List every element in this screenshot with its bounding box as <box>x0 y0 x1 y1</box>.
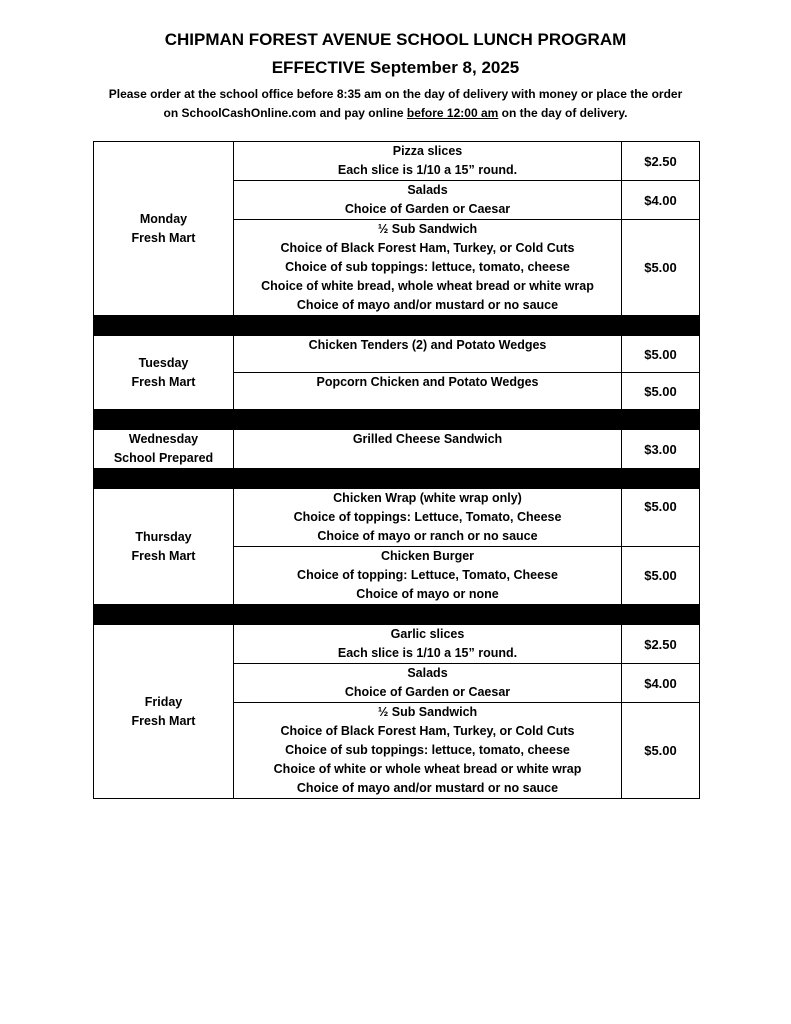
price-cell: $5.00 <box>622 336 700 373</box>
instructions-line-2a: on SchoolCashOnline.com and pay online <box>163 106 407 120</box>
price-cell: $2.50 <box>622 625 700 664</box>
item-line: Choice of mayo or ranch or no sauce <box>317 529 538 543</box>
item-line: ½ Sub Sandwich <box>377 222 478 236</box>
effective-date: EFFECTIVE September 8, 2025 <box>271 58 520 77</box>
item-line: Choice of Black Forest Ham, Turkey, or Cold Cuts <box>280 724 575 738</box>
table-row <box>94 430 700 469</box>
item-line: Garlic slices <box>390 627 465 641</box>
table-row <box>94 142 700 181</box>
page-title: CHIPMAN FOREST AVENUE SCHOOL LUNCH PROGRAM <box>164 30 627 49</box>
menu-item <box>234 664 622 703</box>
item-line: Popcorn Chicken and Potato Wedges <box>316 375 539 389</box>
item-line: Choice of topping: Lettuce, Tomato, Cheese <box>297 568 558 582</box>
menu-item <box>234 547 622 605</box>
day-name: Wednesday <box>128 432 199 446</box>
vendor-name: Fresh Mart <box>131 374 196 389</box>
table-row <box>94 625 700 664</box>
day-name: Tuesday <box>138 355 189 370</box>
menu-item <box>234 430 622 469</box>
menu-item <box>234 336 622 373</box>
item-line: Chicken Tenders (2) and Potato Wedges <box>308 338 547 352</box>
table-row <box>94 336 700 373</box>
price-cell: $5.00 <box>622 373 700 410</box>
item-line: Chicken Burger <box>380 549 475 563</box>
deadline-underlined: before 12:00 am <box>406 106 499 120</box>
vendor-name: School Prepared <box>113 451 214 465</box>
instructions-line-1: Please order at the school office before 8:35 am on the day of delivery with money or place the order <box>108 87 683 101</box>
price-cell: $5.00 <box>622 547 700 605</box>
price-cell: $3.00 <box>622 430 700 469</box>
item-line: Chicken Wrap (white wrap only) <box>333 491 522 505</box>
day-cell-wednesday <box>94 430 234 469</box>
item-line: Choice of white bread, whole wheat bread or white wrap <box>261 279 594 293</box>
item-line: Choice of Garden or Caesar <box>344 685 511 699</box>
item-line: Choice of toppings: Lettuce, Tomato, Cheese <box>293 510 562 524</box>
day-cell-tuesday <box>94 336 234 410</box>
day-name: Monday <box>139 211 188 226</box>
item-line: Pizza slices <box>392 144 463 158</box>
separator-bar <box>94 605 700 625</box>
price-cell: $5.00 <box>622 489 700 547</box>
item-line: Choice of sub toppings: lettuce, tomato, cheese <box>285 260 570 274</box>
day-name: Friday <box>144 694 183 709</box>
price-cell: $4.00 <box>622 664 700 703</box>
vendor-name: Fresh Mart <box>131 713 196 728</box>
separator-bar <box>94 469 700 489</box>
vendor-name: Fresh Mart <box>131 230 196 245</box>
day-name: Thursday <box>135 529 192 544</box>
menu-item <box>234 489 622 547</box>
day-cell-thursday <box>94 489 234 605</box>
menu-item <box>234 703 622 799</box>
instructions-line-2b: on the day of delivery. <box>498 106 628 120</box>
order-instructions <box>0 85 791 123</box>
item-line: Choice of mayo or none <box>356 587 499 601</box>
menu-item <box>234 181 622 220</box>
lunch-menu-table <box>93 141 700 799</box>
item-line: ½ Sub Sandwich <box>377 705 478 719</box>
item-line: Salads <box>407 183 448 197</box>
item-line: Grilled Cheese Sandwich <box>352 432 503 446</box>
price-cell: $4.00 <box>622 181 700 220</box>
item-line: Salads <box>407 666 448 680</box>
price-cell: $5.00 <box>622 703 700 799</box>
item-line: Choice of Black Forest Ham, Turkey, or Cold Cuts <box>280 241 575 255</box>
item-line: Choice of mayo and/or mustard or no sauce <box>296 298 559 312</box>
table-row <box>94 489 700 547</box>
item-line: Choice of sub toppings: lettuce, tomato, cheese <box>285 743 570 757</box>
menu-item <box>234 625 622 664</box>
separator-bar <box>94 316 700 336</box>
vendor-name: Fresh Mart <box>131 548 196 563</box>
item-line: Each slice is 1/10 a 15” round. <box>337 646 518 660</box>
item-line: Choice of white or whole wheat bread or white wrap <box>273 762 582 776</box>
item-line: Choice of Garden or Caesar <box>344 202 511 216</box>
menu-item <box>234 142 622 181</box>
separator-bar <box>94 410 700 430</box>
menu-item <box>234 220 622 316</box>
day-cell-friday <box>94 625 234 799</box>
price-cell: $2.50 <box>622 142 700 181</box>
item-line: Each slice is 1/10 a 15” round. <box>337 163 518 177</box>
menu-item <box>234 373 622 410</box>
price-cell: $5.00 <box>622 220 700 316</box>
day-cell-monday <box>94 142 234 316</box>
item-line: Choice of mayo and/or mustard or no sauce <box>296 781 559 795</box>
